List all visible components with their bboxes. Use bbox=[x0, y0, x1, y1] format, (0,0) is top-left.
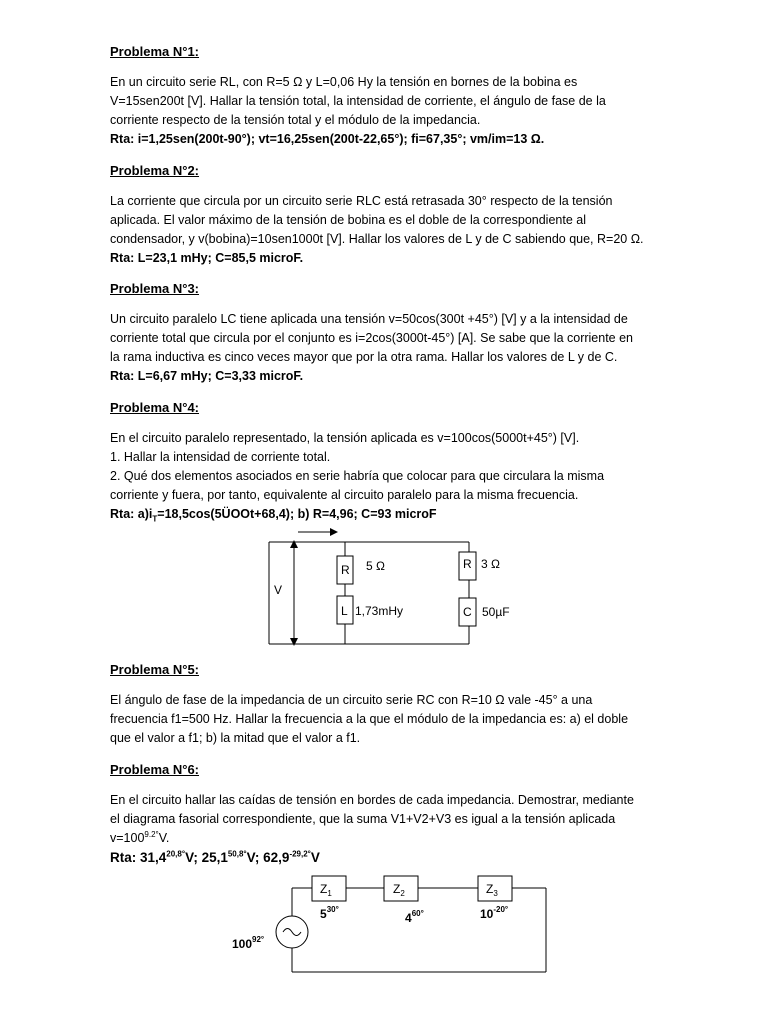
problem-1 bbox=[110, 42, 670, 61]
z1-label: $Z_1$ bbox=[320, 882, 332, 898]
answer-1: 31,4 bbox=[140, 850, 167, 865]
problem-6-answer bbox=[110, 848, 680, 867]
answer-3-exp: -29,2° bbox=[289, 849, 311, 859]
problem-2-answer: Rta: L=23,1 mHy; C=85,5 microF. bbox=[110, 251, 304, 265]
capacitor-2-label: C bbox=[463, 605, 472, 619]
problem-3 bbox=[110, 279, 670, 298]
voltage-unit: V. bbox=[158, 831, 170, 845]
answer-1-exp: 20,8° bbox=[166, 849, 186, 859]
problem-4-answer-sub: T bbox=[152, 514, 158, 524]
problem-1-text: En un circuito serie RL, con R=5 Ω y L=0,06 Hy la tensión en bornes de la bobina es V=15sen200t [V]. Hallar la tensión total, la intensidad de corriente, el ángulo de fase de la corriente respecto de la tensión total y el módulo de la impedancia. bbox=[110, 75, 606, 127]
answer-1-unit: V; bbox=[185, 850, 202, 865]
problem-2-heading: Problema N°2: bbox=[110, 163, 200, 178]
parallel-circuit-diagram bbox=[260, 526, 510, 652]
problem-3-answer: Rta: L=6,67 mHy; C=3,33 microF. bbox=[110, 369, 304, 383]
problem-4-body bbox=[110, 429, 680, 524]
answer-2: 25,1 bbox=[201, 850, 228, 865]
voltage-base: v=100 bbox=[110, 831, 145, 845]
series-circuit-diagram bbox=[228, 868, 558, 980]
problem-6-voltage bbox=[110, 829, 680, 848]
problem-2-text: La corriente que circula por un circuito serie RLC está retrasada 30° respecto de la tensión aplicada. El valor máximo de la tensión de bobina es el doble de la correspondiente al condensador, y v(bobina)=10sen1000t [V]. Hallar los valores de L y de C sabiendo que, R=20 Ω. bbox=[110, 194, 644, 246]
z2-value: $4^{60^\circ}$ bbox=[405, 909, 424, 925]
problem-6-text: En el circuito hallar las caídas de tensión en bordes de cada impedancia. Demostrar, mediante el diagrama fasorial correspondiente, que la suma V1+V2+V3 es igual a la tensión aplicada bbox=[110, 793, 634, 826]
z1-value: $5^{30^\circ}$ bbox=[320, 905, 339, 921]
problem-4-text: En el circuito paralelo representado, la tensión aplicada es v=100cos(5000t+45°) [V]. 1. Hallar la intensidad de corriente total. 2. Qué dos elementos asociados en serie habría que colocar para que circulara la misma corriente y fuera, por tanto, equivalente al circuito paralelo para la misma frecuencia. bbox=[110, 431, 605, 502]
source-value: $100^{92^\circ}$ bbox=[232, 935, 265, 951]
problem-4-answer-b: =18,5cos(5ÜOOt+68,4); b) R=4,96; C=93 microF bbox=[157, 507, 437, 521]
z2-label: $Z_2$ bbox=[393, 882, 405, 898]
problem-6 bbox=[110, 760, 670, 779]
problem-3-heading: Problema N°3: bbox=[110, 281, 200, 296]
answer-prefix: Rta: bbox=[110, 850, 140, 865]
voltage-label: V bbox=[274, 583, 283, 597]
answer-3: 62,9 bbox=[263, 850, 290, 865]
problem-3-body bbox=[110, 310, 680, 386]
answer-2-unit: V; bbox=[246, 850, 264, 865]
capacitor-2-value: 50µF bbox=[482, 605, 510, 619]
problem-1-body bbox=[110, 73, 670, 149]
problem-5-body bbox=[110, 691, 680, 748]
problem-6-body bbox=[110, 791, 680, 867]
z3-label: $Z_3$ bbox=[486, 882, 498, 898]
resistor-1-label: R bbox=[341, 563, 350, 577]
problem-4-answer bbox=[110, 505, 680, 524]
answer-3-unit: V bbox=[310, 850, 320, 865]
voltage-exponent: 9.2° bbox=[144, 829, 159, 839]
z3-value: $10^{-20^\circ}$ bbox=[480, 905, 509, 921]
problem-2-body bbox=[110, 192, 680, 268]
problem-3-text: Un circuito paralelo LC tiene aplicada una tensión v=50cos(300t +45°) [V] y a la intensidad de corriente total que circula por el conjunto es i=2cos(3000t-45°) [A]. Se sabe que la corriente en la rama inductiva es cinco veces mayor que por la otra rama. Hallar los valores de L y de C. bbox=[110, 312, 634, 364]
problem-4 bbox=[110, 398, 670, 417]
resistor-2-label: R bbox=[463, 557, 472, 571]
answer-2-exp: 50,8° bbox=[227, 849, 247, 859]
problem-1-answer: Rta: i=1,25sen(200t-90°); vt=16,25sen(200t-22,65°); fi=67,35°; vm/im=13 Ω. bbox=[110, 132, 545, 146]
inductor-1-value: 1,73mHy bbox=[355, 604, 404, 618]
problem-5-text: El ángulo de fase de la impedancia de un circuito serie RC con R=10 Ω vale -45° a una frecuencia f1=500 Hz. Hallar la frecuencia a la que el módulo de la impedancia es: a) el doble que el valor a f1; b) la mitad que el valor a f1. bbox=[110, 693, 629, 745]
problem-2 bbox=[110, 161, 670, 180]
problem-5-heading: Problema N°5: bbox=[110, 662, 200, 677]
problem-6-heading: Problema N°6: bbox=[110, 762, 200, 777]
problem-4-answer-a: Rta: a)i bbox=[110, 507, 153, 521]
resistor-1-value: 5 Ω bbox=[366, 559, 385, 573]
problem-1-heading: Problema N°1: bbox=[110, 44, 200, 59]
problem-4-heading: Problema N°4: bbox=[110, 400, 200, 415]
problem-5 bbox=[110, 660, 670, 679]
resistor-2-value: 3 Ω bbox=[481, 557, 500, 571]
inductor-1-label: L bbox=[341, 604, 348, 618]
